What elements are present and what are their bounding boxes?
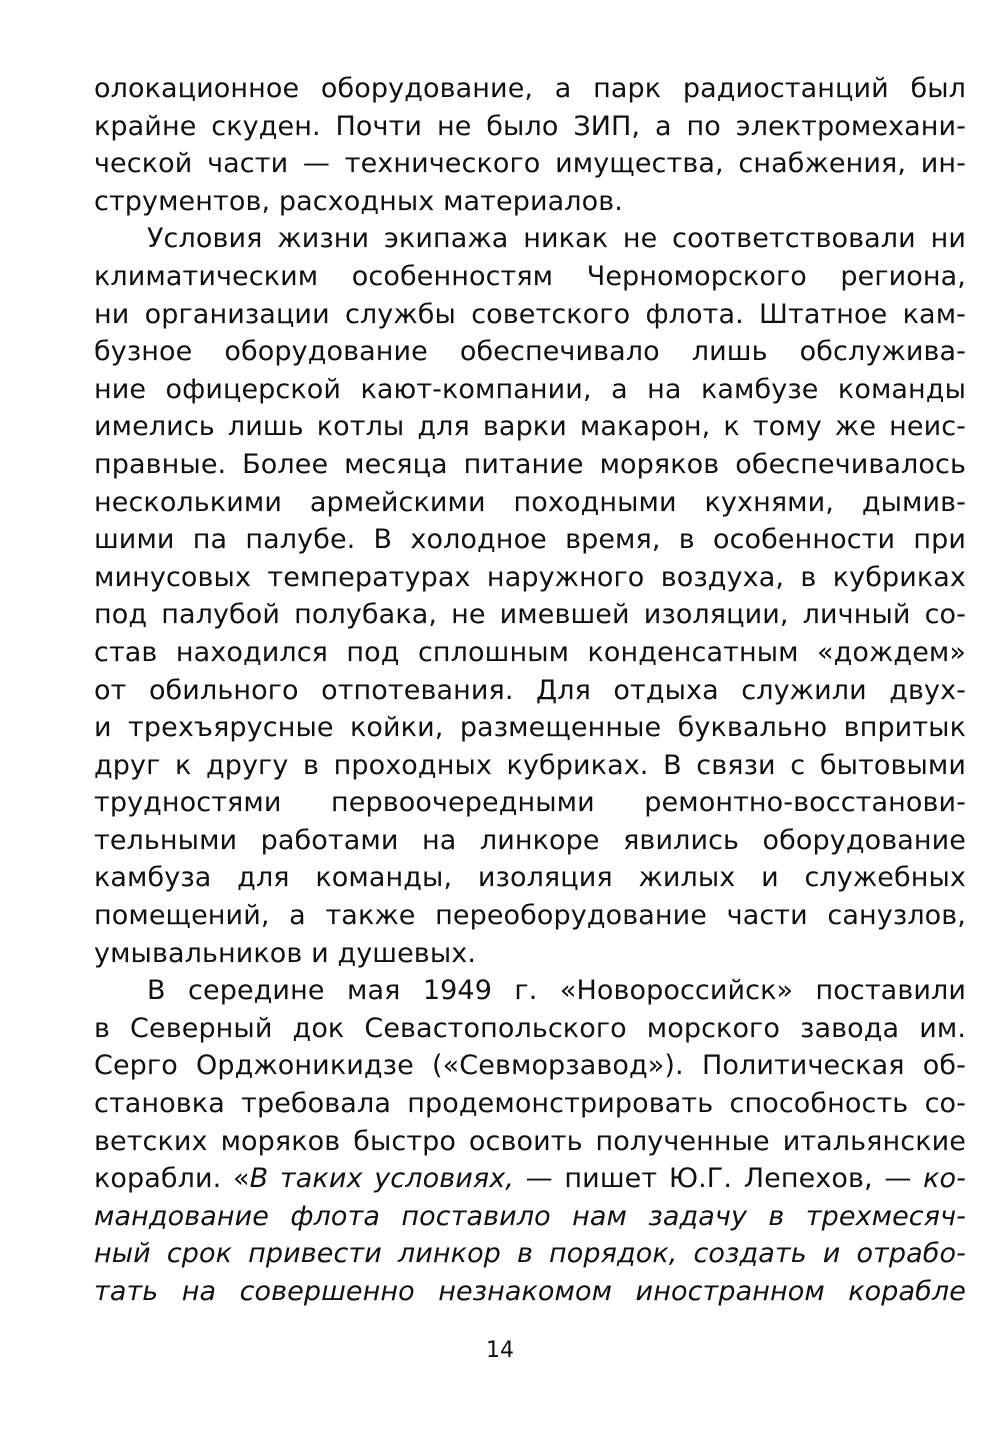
text-line — [94, 108, 966, 146]
text-line — [94, 1235, 966, 1273]
text-line — [94, 747, 966, 785]
text-line — [94, 596, 966, 634]
text-line — [94, 935, 966, 973]
text-segment: друг к другу в проходных кубриках. В связи с бытовыми — [94, 749, 966, 781]
text-segment: трудностями первоочередными ремонтно-восстанови- — [94, 787, 966, 819]
text-segment: ческой части — технического имущества, снабжения, ин- — [94, 148, 966, 180]
text-line — [94, 1123, 966, 1161]
text-segment: ветских моряков быстро освоить полученные итальянские — [94, 1125, 966, 1157]
text-line — [94, 1160, 966, 1198]
text-segment: шими па палубе. В холодное время, в особенности при — [94, 524, 966, 556]
italic-quote-segment: ко- — [923, 1163, 966, 1195]
text-segment: Условия жизни экипажа никак не соответствовали ни — [147, 223, 966, 255]
text-line — [94, 521, 966, 559]
text-segment: став находился под сплошным конденсатным «дождем» — [94, 636, 966, 668]
text-segment: олокационное оборудование, а парк радиостанций был — [94, 73, 966, 104]
text-segment: корабли. « — [94, 1163, 250, 1195]
text-segment: имелись лишь котлы для варки макарон, к тому же неис- — [94, 411, 966, 443]
italic-quote-segment: мандование флота поставило нам задачу в трехмесяч- — [94, 1200, 966, 1232]
text-line — [94, 333, 966, 371]
text-line — [94, 1085, 966, 1123]
text-line — [94, 183, 966, 221]
text-segment: от обильного отпотевания. Для отдыха служили двух- — [94, 674, 966, 706]
text-line — [94, 220, 966, 258]
text-segment: правные. Более месяца питание моряков обеспечивалось — [94, 448, 966, 480]
text-segment: — пишет Ю.Г. Лепехов, — — [513, 1163, 924, 1195]
text-segment: климатическим особенностям Черноморского региона, — [94, 260, 966, 292]
body-text — [94, 70, 966, 1311]
text-line — [94, 559, 966, 597]
text-segment: камбуза для команды, изоляция жилых и служебных — [94, 862, 966, 894]
text-segment: несколькими армейскими походными кухнями, дымив- — [94, 486, 966, 518]
text-segment: В середине мая 1949 г. «Новороссийск» поставили — [147, 975, 966, 1007]
text-line — [94, 822, 966, 860]
text-segment: ние офицерской кают-компании, а на камбузе команды — [94, 373, 966, 405]
text-segment: становка требовала продемонстрировать способность со- — [94, 1088, 966, 1120]
text-line — [94, 709, 966, 747]
text-line — [94, 446, 966, 484]
text-segment: тельными работами на линкоре явились оборудование — [94, 824, 966, 856]
text-line — [94, 1047, 966, 1085]
text-line — [94, 408, 966, 446]
text-line — [94, 672, 966, 710]
text-segment: крайне скуден. Почти не было ЗИП, а по электромехани- — [94, 110, 966, 142]
text-line — [94, 784, 966, 822]
text-segment: бузное оборудование обеспечивало лишь обслужива- — [94, 336, 966, 368]
text-segment: умывальников и душевых. — [94, 937, 477, 969]
text-line — [94, 484, 966, 522]
text-line — [94, 145, 966, 183]
text-line — [94, 1273, 966, 1311]
text-segment: струментов, расходных материалов. — [94, 185, 623, 217]
text-line — [94, 1198, 966, 1236]
text-line — [94, 1010, 966, 1048]
text-segment: помещений, а также переоборудование части санузлов, — [94, 900, 966, 932]
text-line — [94, 859, 966, 897]
text-line — [94, 972, 966, 1010]
text-segment: Серго Орджоникидзе («Севморзавод»). Политическая об- — [94, 1050, 966, 1082]
italic-quote-segment: тать на совершенно незнакомом иностранном корабле — [94, 1276, 966, 1307]
text-line — [94, 258, 966, 296]
text-line — [94, 296, 966, 334]
page-number: 14 — [486, 1338, 514, 1363]
text-line — [94, 371, 966, 409]
text-segment: в Северный док Севастопольского морского завода им. — [94, 1012, 966, 1044]
italic-quote-segment: ный срок привести линкор в порядок, создать и отрабо- — [94, 1238, 966, 1270]
text-line — [94, 897, 966, 935]
text-segment: и трехъярусные койки, размещенные буквально впритык — [94, 712, 966, 744]
text-segment: ни организации службы советского флота. Штатное кам- — [94, 298, 966, 330]
text-line — [94, 634, 966, 672]
text-segment: под палубой полубака, не имевшей изоляции, личный со- — [94, 599, 966, 631]
text-segment: минусовых температурах наружного воздуха, в кубриках — [94, 561, 966, 593]
italic-quote-segment: В таких условиях, — [249, 1163, 514, 1195]
text-line — [94, 70, 966, 108]
